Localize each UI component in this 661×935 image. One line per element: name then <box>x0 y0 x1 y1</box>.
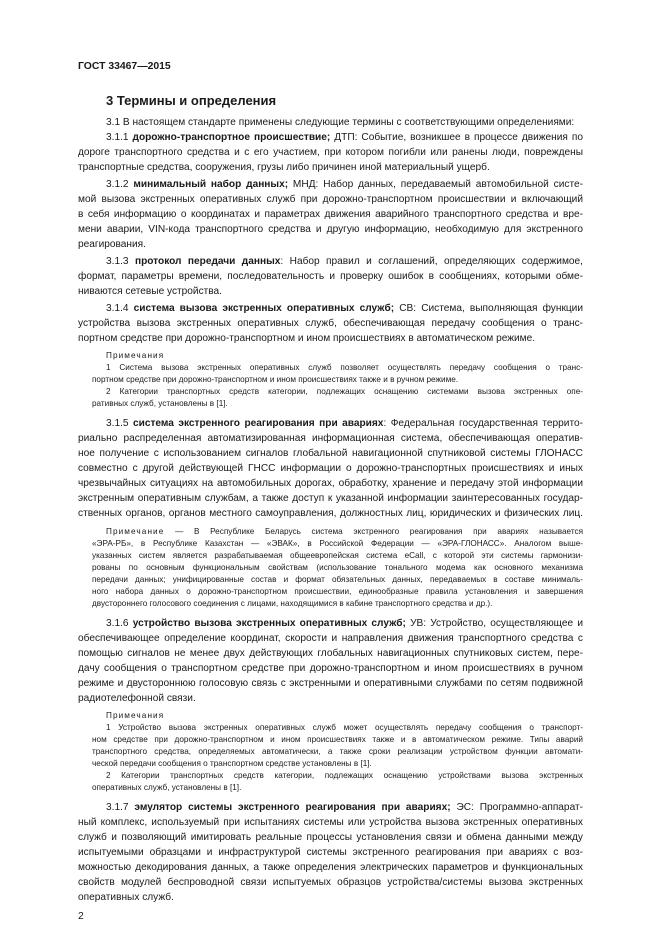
text-line: транспортные средства, сооружения, грузы либо причинен иной материальный ущерб. <box>78 162 490 173</box>
note-line: двустороннего голосового соединения с лицами, находящимися в кабине транспортного средства и др.). <box>92 599 493 608</box>
text-line: совместно с другой действующей ГНСС информации о дорожно-транспортных происшествиях и иных <box>78 463 583 474</box>
text-line: ный комплекс, используемый при испытаниях системы или устройства вызова экстренных оперативных <box>78 817 583 828</box>
standard-header: ГОСТ 33467—2015 <box>78 61 171 72</box>
text-line: устройства вызова экстренных оперативных служб, обеспечивающая передачу сообщения о транс- <box>78 318 583 329</box>
text-line: мени аварии, VIN-кода транспортного средства и другую информацию, необходимую для экстренного <box>78 224 583 235</box>
note-line: ного набора данных о дорожно-транспортном происшествии, единообразные правила установления и завершения <box>92 587 583 596</box>
text-line: в себя информацию о координатах и параметрах движения аварийного транспортного средства и вре- <box>78 209 583 220</box>
term-definition: : Набор правил и соглашений, определяющих содержимое, <box>280 256 583 267</box>
note-line: оперативных служб, установлены в [1]. <box>92 783 242 792</box>
text-line: свойств модулей беспроводной связи испытуемых образцов устройства/системы вызова экстренных <box>78 877 583 888</box>
term-definition: МНД: Набор данных, передаваемый автомобильной систе- <box>288 179 583 190</box>
term-name: протокол передачи данных <box>134 256 281 267</box>
term-definition: : Федеральная государственная террито- <box>383 418 583 429</box>
text-line: испытуемыми образцами и инфраструктурой системы экстренного реагирования при авариях с воз- <box>78 847 583 858</box>
note-line: транспортного средства, определяемых автоматически, а также сроки реализации устройством функции автомати- <box>92 747 583 756</box>
text-line: радиотелефонной связи. <box>78 693 196 704</box>
text-line: чрезвычайных ситуациях на автомобильных дорогах, обработку, хранение и передачу этой информации <box>78 478 583 489</box>
term-definition: СВ: Система, выполняющая функции <box>394 303 583 314</box>
note-line <box>106 527 583 536</box>
notes-label: Примечания <box>106 351 165 360</box>
text-line: можностью декодирования данных, а также определения электрических параметров и функциональных <box>78 862 583 873</box>
text-line: обеспечивающее определение координат, скорости и направления движения транспортного средства с <box>78 633 583 644</box>
text-line: портном средстве при дорожно-транспортном и ином происшествиях в автоматическом режиме. <box>78 333 536 344</box>
term-name: система вызова экстренных оперативных служб; <box>133 303 395 314</box>
term-3-1-2 <box>106 179 583 191</box>
note-line: передачи данных; унифицированные состав и формат обязательных данных, передаваемых в составе минималь- <box>92 575 583 584</box>
term-3-1-3 <box>106 256 583 268</box>
term-name: дорожно-транспортное происшествие; <box>132 132 331 143</box>
text-line: мой вызова экстренных оперативных служб при дорожно-транспортном происшествии и включающий <box>78 194 583 205</box>
text-line: помощью сигналов не менее двух действующих глобальных навигационных спутниковых систем, пере- <box>78 648 583 659</box>
note-label: Примечание <box>106 527 165 536</box>
term-name: система экстренного реагирования при авариях <box>132 418 384 429</box>
note-line: рованы по основным функциональным свойствам (использование тонального модема как основного механизма <box>92 563 583 572</box>
term-number: 3.1.3 <box>106 256 135 267</box>
term-number: 3.1.7 <box>106 802 135 813</box>
term-3-1-6 <box>106 618 583 630</box>
text-line: дороге транспортного средства и с его участием, при котором погибли или ранены люди, повреждены <box>78 147 583 158</box>
term-name: эмулятор системы экстренного реагирования при авариях; <box>134 802 451 813</box>
text-line: ниваются сетевые устройства. <box>78 286 222 297</box>
text-line: оперативных служб. <box>78 892 174 903</box>
note-line: 1 Система вызова экстренных оперативных служб позволяет осуществлять передачу сообщения о транс- <box>106 363 583 372</box>
term-3-1-1 <box>106 132 583 144</box>
term-definition: ДТП: Событие, возникшее в процессе движения по <box>330 132 584 143</box>
note-line: ративных служб, установлены в [1]. <box>92 399 228 408</box>
term-number: 3.1.5 <box>106 418 133 429</box>
page-number: 2 <box>78 911 84 922</box>
text-line: режиме и двустороннюю голосовую связь с экстренными и оперативными службами по сетям подвижной <box>78 678 583 689</box>
text-line: ное получение с использованием сигналов глобальной навигационной спутниковой системы ГЛОНАСС <box>78 448 583 459</box>
text-line: 3.1 В настоящем стандарте применены следующие термины с соответствующими определениями: <box>106 117 575 128</box>
note-line: портном средстве при дорожно-транспортном и ином происшествиях также и в ручном режиме. <box>92 375 459 384</box>
text-line: экстренным оперативным службам, а также доступ к указанной информации заинтересованных государ- <box>78 493 583 504</box>
section-title: 3 Термины и определения <box>106 93 277 108</box>
term-3-1-5 <box>106 418 583 430</box>
note-text: — В Республике Беларусь система экстренного реагирования при авариях называется <box>164 527 583 536</box>
note-line: ном средстве при дорожно-транспортном и ином происшествиях также и в автоматическом режиме. Типы аварий <box>92 735 583 744</box>
note-line: ческой передачи сообщения о транспортном средстве установлены в [1]. <box>92 759 372 768</box>
note-line: 2 Категории транспортных средств категории, подлежащих оснащению устройствами вызова экстренных <box>106 771 583 780</box>
term-number: 3.1.1 <box>106 132 133 143</box>
text-line: служб и позволяющий имитировать реальные процессы установления связи и обмена данными между <box>78 832 583 843</box>
text-line: реагирования. <box>78 239 146 250</box>
term-number: 3.1.4 <box>106 303 134 314</box>
note-line: 2 Категории транспортных средств категории, подлежащих оснащению системами вызова экстренных опе- <box>106 387 583 396</box>
notes-label: Примечания <box>106 711 165 720</box>
text-line: риально распределенная автоматизированная информационная система, обеспечивающая оператив- <box>78 433 583 444</box>
note-line: 1 Устройство вызова экстренных оперативных служб может осуществлять передачу сообщения о транспорт- <box>106 723 583 732</box>
text-line: формат, параметры времени, последовательность и проверку ошибок в сообщениях, которыми обме- <box>78 271 583 282</box>
term-number: 3.1.6 <box>106 618 133 629</box>
text-line: ственных органов, органов местного самоуправления, должностных лиц, юридических и физических лиц. <box>78 508 583 519</box>
term-name: минимальный набор данных; <box>133 179 289 190</box>
text-line: дачу сообщения о транспортном средстве при дорожно-транспортном и ином происшествиях в ручном <box>78 663 583 674</box>
term-name: устройство вызова экстренных оперативных служб; <box>132 618 406 629</box>
term-number: 3.1.2 <box>106 179 134 190</box>
term-3-1-4 <box>106 303 583 315</box>
term-3-1-7 <box>106 802 583 814</box>
term-definition: УВ: Устройство, осуществляющее и <box>405 618 583 629</box>
note-line: указанных систем является разрабатываемая общеевропейская система eCall, с которой эти системы гармонизи- <box>92 551 583 560</box>
term-definition: ЭС: Программно-аппарат- <box>450 802 583 813</box>
note-line: «ЭРА-РБ», в Республике Казахстан — «ЭВАК», в Российской Федерации — «ЭРА-ГЛОНАСС». Аналогом выше- <box>92 539 583 548</box>
